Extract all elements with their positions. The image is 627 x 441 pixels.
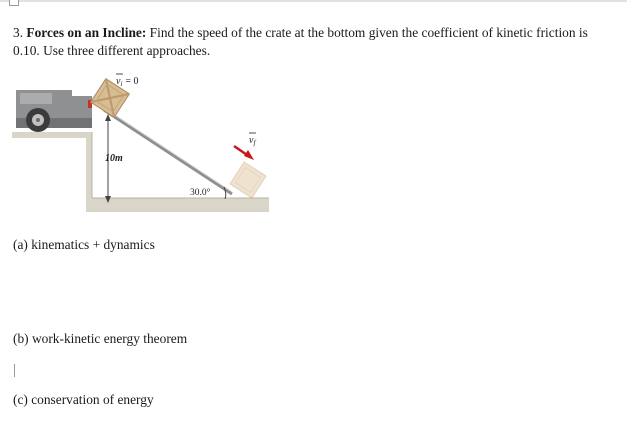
- crate-bottom: [230, 162, 266, 198]
- text-cursor: [14, 364, 15, 377]
- vi-label: $v_i = 0$: [116, 76, 139, 88]
- truck: [16, 90, 92, 132]
- part-b-label: (b) work-kinetic energy theorem: [13, 331, 188, 346]
- problem-statement: [13, 24, 613, 60]
- angle-label: 30.0°: [190, 188, 211, 198]
- incline-plank: [104, 110, 232, 194]
- problem-title: Forces on an Incline:: [26, 25, 147, 40]
- velocity-arrow: [234, 146, 254, 160]
- crate-top: [91, 79, 130, 118]
- problem-number: 3.: [13, 25, 24, 40]
- vf-label: $v_f$: [249, 135, 256, 147]
- top-border: [0, 0, 627, 2]
- incline-figure: [12, 70, 274, 220]
- height-label: 10m: [105, 153, 123, 164]
- ground-shape: [12, 132, 269, 212]
- incline-plank-highlight: [104, 108, 232, 192]
- checkbox-corner[interactable]: [9, 0, 19, 6]
- problem-text: Find the speed of the crate at the bottom given the coefficient of kinetic friction is 0.10. Use three different approaches.: [13, 25, 588, 58]
- part-c-label: (c) conservation of energy: [13, 392, 154, 407]
- part-a-label: (a) kinematics + dynamics: [13, 237, 155, 252]
